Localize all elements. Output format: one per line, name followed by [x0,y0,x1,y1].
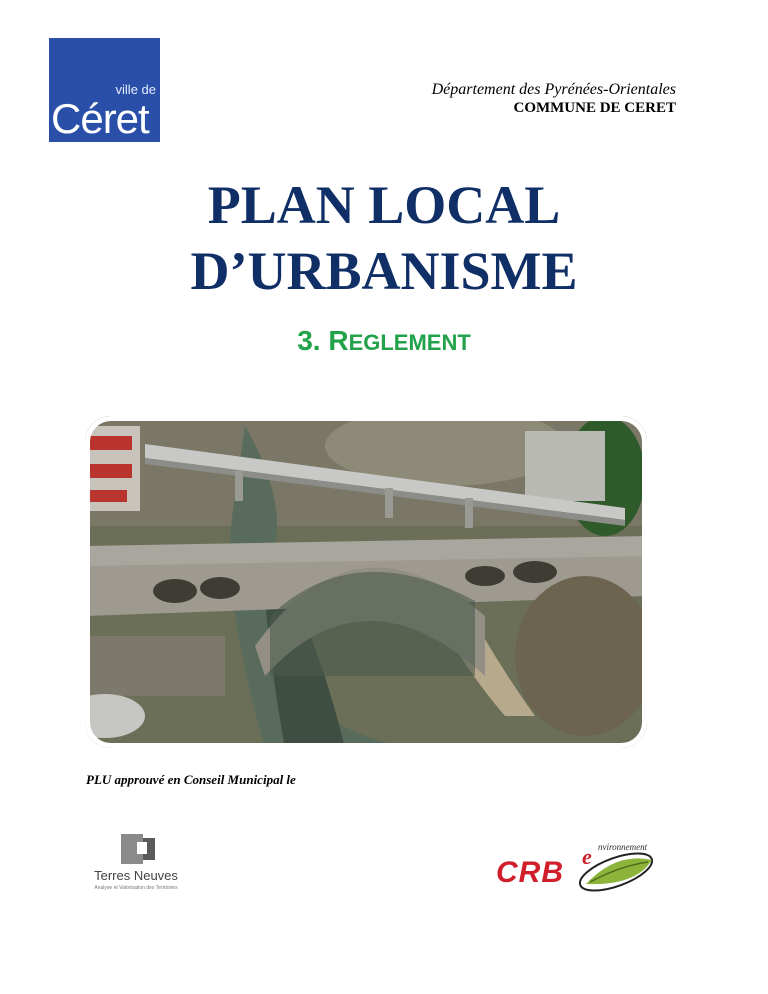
ceret-logo [49,38,160,142]
subtitle-rest: EGLEMENT [348,330,471,355]
approval-text: PLU approuvé en Conseil Municipal le [86,772,296,787]
logo-ceret-text: Céret [51,95,149,142]
commune-label: COMMUNE DE CERET [513,100,676,116]
crb-environnement-logo [492,838,662,894]
header-block [432,80,676,118]
terres-neuves-tagline: Analyse et Valorisation des Territoires [94,885,178,891]
crb-letters: CRB [496,856,564,889]
terres-neuves-logo [76,830,196,900]
terres-neuves-icon [121,834,155,864]
department-label: Département des Pyrénées-Orientales [431,81,676,98]
section-subtitle [0,323,768,361]
page-title [0,172,768,304]
crb-e: e [582,844,592,869]
logo-ville-de: ville de [115,82,156,97]
bridge-photo [85,416,647,748]
subtitle-number: 3. [297,325,321,356]
terres-neuves-name: Terres Neuves [94,868,178,883]
title-line-1: PLAN LOCAL [207,175,561,235]
crb-environnement-text: nvironnement [598,842,648,852]
title-line-2: D’URBANISME [190,241,578,301]
subtitle-first-letter: R [328,325,349,356]
